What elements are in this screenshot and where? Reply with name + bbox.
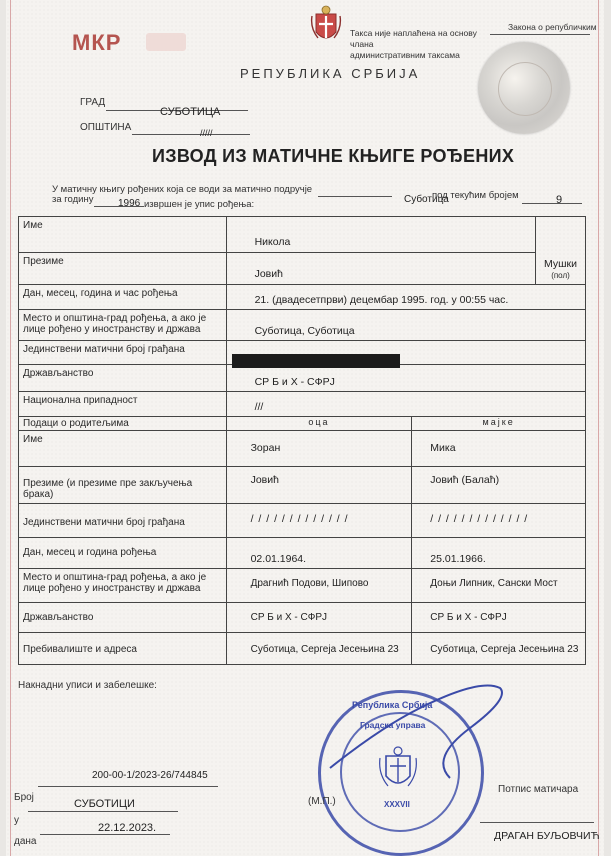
margin-line-right	[598, 0, 599, 856]
father-header: оца	[308, 417, 330, 427]
parents-label: Подаци о родитељима	[23, 418, 129, 429]
hologram-inner-ring	[498, 62, 552, 116]
sex-cell	[535, 217, 585, 285]
pob-label: Место и општина-град рођења, а ако је лице рођено у иностранству и држава	[23, 313, 207, 335]
dob-value: 21. (двадесетпрви) децембар 1995. год. у 00:55 час.	[254, 294, 509, 306]
stamp-roman: XXXVII	[384, 800, 410, 809]
mp-label: (М.П.)	[308, 796, 336, 807]
father-pob-cell	[226, 569, 412, 603]
year-value: 1996	[118, 198, 141, 209]
redacted-jmbg-bar	[232, 354, 400, 368]
margin-line-left	[10, 0, 11, 856]
area-underline-a	[318, 196, 392, 197]
parent-address-label: Пребивалиште и адреса	[23, 644, 137, 655]
notes-label: Накнадни уписи и забелешке:	[18, 680, 157, 691]
nationality-label-cell	[19, 392, 227, 417]
parent-jmbg-label-cell	[19, 504, 227, 538]
municipality-underline	[132, 134, 250, 135]
parent-pob-label-cell	[19, 569, 227, 603]
sex-value: Мушки	[543, 258, 577, 270]
parent-pob-row	[19, 569, 586, 603]
nationality-label: Национална припадност	[23, 395, 138, 406]
mother-header-cell	[412, 417, 586, 431]
number-underline	[522, 203, 582, 204]
in-underline	[28, 811, 178, 812]
signature-label: Потпис матичара	[498, 784, 579, 795]
in-value: СУБОТИЦИ	[74, 798, 135, 810]
father-citizenship: СР Б и Х - СФРЈ	[250, 612, 328, 623]
parent-jmbg-label: Јединствени матични број грађана	[23, 517, 185, 528]
mother-name: Мика	[430, 442, 456, 454]
parent-address-label-cell	[19, 633, 227, 665]
father-jmbg-cell	[226, 504, 412, 538]
surname-label-cell	[19, 253, 227, 285]
dob-row	[19, 285, 586, 310]
number-value: 9	[556, 194, 563, 206]
dob-label: Дан, месец, година и час рођења	[23, 288, 178, 299]
area-value: Суботица	[404, 194, 449, 205]
law-note: Закона о републичким	[508, 22, 597, 32]
parent-address-row	[19, 633, 586, 665]
stamp-inner-text: Градска управа	[360, 720, 426, 730]
pob-value: Суботица, Суботица	[254, 325, 355, 337]
tax-note	[350, 28, 500, 61]
surname-label: Презиме	[23, 256, 64, 267]
name-value-cell	[226, 217, 535, 253]
father-address-cell	[226, 633, 412, 665]
dob-value-cell	[226, 285, 585, 310]
for-year-label: за годину	[52, 194, 94, 205]
mkr-ghost-mark	[146, 33, 186, 51]
municipality-label: ОПШТИНА	[80, 122, 132, 133]
mkr-mark: МКР	[72, 30, 122, 55]
parent-surname-row	[19, 467, 586, 504]
date-underline	[40, 834, 170, 835]
city-label: ГРАД	[80, 97, 106, 108]
mother-surname-cell	[412, 467, 586, 504]
document-title: ИЗВОД ИЗ МАТИЧНЕ КЊИГЕ РОЂЕНИХ	[152, 146, 515, 166]
jmbg-label: Јединствени матични број грађана	[23, 344, 185, 355]
date-value: 22.12.2023.	[98, 822, 157, 834]
mother-address-cell	[412, 633, 586, 665]
parent-dob-label-cell	[19, 538, 227, 569]
doc-number: 200-00-1/2023-26/744845	[92, 770, 208, 781]
surname-row	[19, 253, 586, 285]
father-header-cell	[226, 417, 412, 431]
name-row	[19, 217, 586, 253]
mother-address: Суботица, Сергеја Јесењина 23	[430, 644, 579, 655]
sex-label: (пол)	[551, 271, 570, 280]
name-label-cell	[19, 217, 227, 253]
surname-value: Јовић	[254, 268, 283, 280]
father-surname: Јовић	[250, 474, 279, 486]
parent-surname-label: Презиме (и презиме пре закључења брака)	[23, 478, 193, 500]
mother-pob-cell	[412, 569, 586, 603]
mother-citizenship: СР Б и Х - СФРЈ	[430, 612, 507, 623]
parent-name-label-cell	[19, 431, 227, 467]
father-citizenship-cell	[226, 603, 412, 633]
parent-jmbg-row	[19, 504, 586, 538]
pob-label-cell	[19, 310, 227, 341]
registrar-name: ДРАГАН БУЉОВЧИЋ	[494, 830, 600, 842]
mother-jmbg: / / / / / / / / / / / / /	[430, 513, 529, 525]
date-label: дана	[14, 836, 37, 847]
citizenship-label-cell	[19, 365, 227, 392]
father-name: Зоран	[250, 442, 281, 454]
parents-label-cell	[19, 417, 227, 431]
father-address: Суботица, Сергеја Јесењина 23	[250, 644, 399, 655]
mother-pob: Доњи Липник, Сански Мост	[430, 578, 558, 589]
number-label: Број	[14, 792, 34, 803]
jmbg-label-cell	[19, 341, 227, 365]
pob-row	[19, 310, 586, 341]
under-number-label: под текућим бројем	[432, 190, 519, 201]
entry-label: извршен је упис рођења:	[144, 199, 255, 210]
city-value: СУБОТИЦА	[160, 106, 221, 118]
dob-label-cell	[19, 285, 227, 310]
citizenship-value-cell	[226, 365, 585, 392]
parent-dob-row	[19, 538, 586, 569]
citizenship-row	[19, 365, 586, 392]
citizenship-value: СР Б и Х - СФРЈ	[254, 376, 335, 388]
register-table	[18, 216, 586, 665]
parent-citizenship-label-cell	[19, 603, 227, 633]
parent-citizenship-label: Држављанство	[23, 612, 94, 623]
tax-note-line2: административним таксама	[350, 50, 460, 60]
intro-line1: У матичну књигу рођених која се води за матично подручје	[52, 184, 313, 195]
stamp-outer-text: Република Србија	[352, 700, 433, 710]
doc-number-underline	[38, 786, 218, 787]
parent-surname-label-cell	[19, 467, 227, 504]
parent-name-label: Име	[23, 434, 43, 445]
father-jmbg: / / / / / / / / / / / / /	[250, 513, 349, 525]
mother-surname: Јовић (Балаћ)	[430, 474, 500, 486]
parent-citizenship-row	[19, 603, 586, 633]
father-dob: 02.01.1964.	[250, 553, 307, 565]
father-dob-cell	[226, 538, 412, 569]
mother-citizenship-cell	[412, 603, 586, 633]
nationality-row	[19, 392, 586, 417]
mother-jmbg-cell	[412, 504, 586, 538]
pob-value-cell	[226, 310, 585, 341]
law-underline	[490, 34, 590, 35]
surname-value-cell	[226, 253, 535, 285]
name-label: Име	[23, 220, 43, 231]
parents-header-row	[19, 417, 586, 431]
parent-dob-label: Дан, месец и година рођења	[23, 547, 157, 558]
nationality-value-cell	[226, 392, 585, 417]
mother-name-cell	[412, 431, 586, 467]
name-value: Никола	[254, 236, 291, 248]
mother-dob-cell	[412, 538, 586, 569]
citizenship-label: Држављанство	[23, 368, 94, 379]
father-surname-cell	[226, 467, 412, 504]
father-name-cell	[226, 431, 412, 467]
tax-note-line1: Такса није наплаћена на основу члана	[350, 28, 477, 49]
stamp-coat-of-arms-icon	[376, 744, 420, 796]
nationality-value: ///	[254, 401, 264, 413]
signature-underline	[480, 822, 594, 823]
mother-dob: 25.01.1966.	[430, 553, 486, 565]
mother-header: мајке	[482, 417, 515, 427]
municipality-value: /////	[200, 128, 213, 138]
in-label: у	[14, 815, 19, 826]
parent-name-row	[19, 431, 586, 467]
parent-pob-label: Место и општина-град рођења, а ако је лице рођено у иностранству и држава	[23, 572, 207, 594]
republic-heading: РЕПУБЛИКА СРБИЈА	[240, 66, 421, 81]
father-pob: Драгнић Подови, Шипово	[250, 578, 369, 589]
coat-of-arms-icon	[310, 4, 342, 48]
